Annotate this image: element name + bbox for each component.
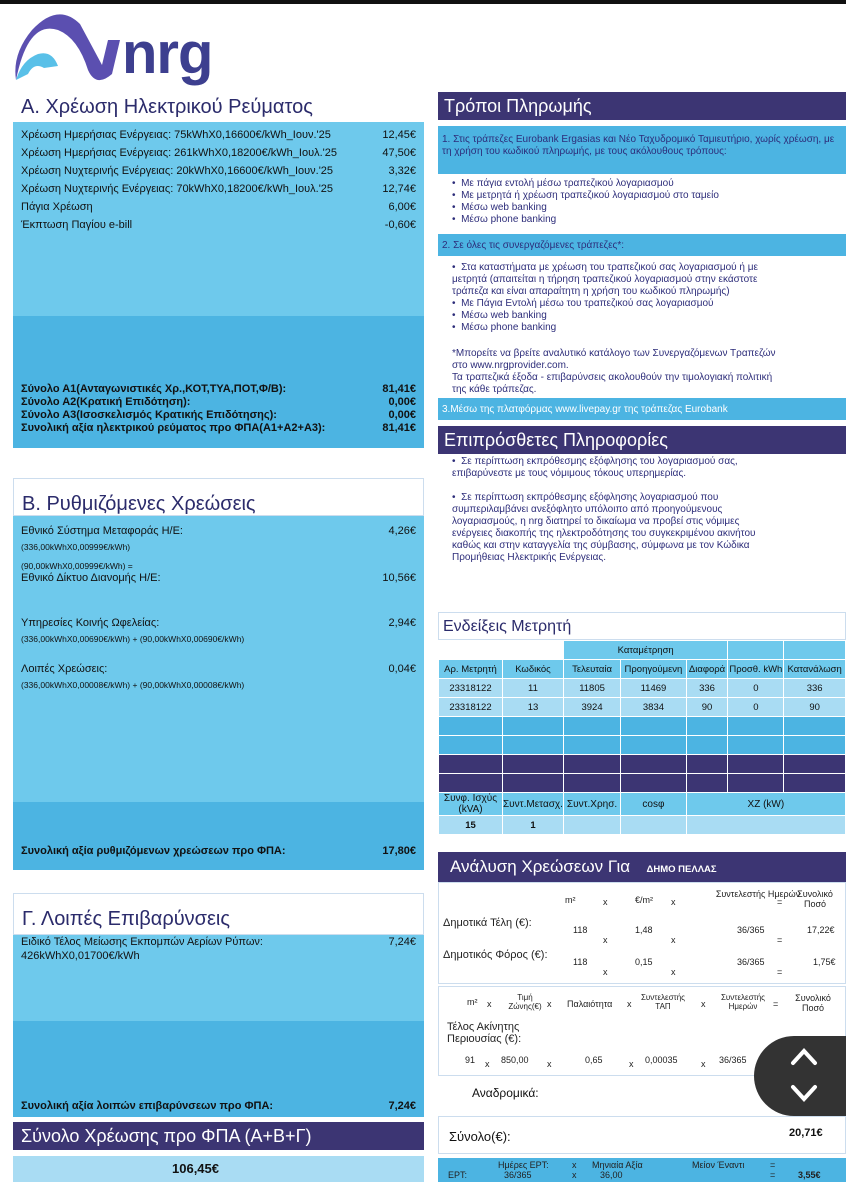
analysis-municipality: ΔΗΜΟ ΠΕΛΛΑΣ: [646, 864, 717, 875]
chevron-down-icon[interactable]: [790, 1084, 818, 1104]
col-header: Προσθ. kWh: [728, 660, 784, 679]
total-line: Σύνολο Α2(Κρατική Επιδότηση): 0,00€: [21, 395, 416, 408]
analysis-header: [438, 852, 846, 882]
total-line: Συνολική αξία λοιπών επιβαρύνσεων προ ΦΠΑ: 7,24€: [21, 1100, 416, 1112]
list-item: • Με Πάγια Εντολή μέσω του τραπεζικού σας λογαριασμού: [452, 298, 714, 309]
section-b-title: Β. Ρυθμιζόμενες Χρεώσεις: [22, 493, 256, 515]
table-row: 15 1: [439, 816, 846, 835]
col-header: Συντ.Μετασχ.: [503, 793, 564, 816]
analysis-title: Ανάλυση Χρεώσεων Για: [450, 857, 631, 876]
payment-b1-box: [438, 174, 846, 230]
grand-total-box: [13, 1156, 424, 1182]
total-line: Συνολική αξία ηλεκτρικού ρεύματος προ ΦΠΑ(Α1+Α2+Α3): 81,41€: [21, 421, 416, 434]
col-header: Συνφ. Ισχύς (kVA): [439, 793, 503, 816]
section-g-lines: [13, 935, 424, 1021]
payment-p1-box: [438, 126, 846, 174]
ert-box: ΕΡΤ: Ημέρες ΕΡΤ: 36/365 x x Μηνιαία Αξία 36,00 Μείον Έναντι = = 3,55€: [438, 1158, 846, 1182]
line-detail: (336,00kWhX0,00999€/kWh): [21, 542, 131, 552]
info-item-2: • Σε περίπτωση εκπρόθεσμης εξόφλησης λογαριασμού που συμπεριλαμβάνει ανεξόφλητο υπόλοιπο από προηγούμενους λογαριασμούς, η nrg διατηρεί το δικαίωμα να προβεί στις νόμιμες ενέργειες διακοπής της ηλεκτροδότησης του συγκεκριμένου ακινήτου καθώς και στην καταγγελία της σύμβασης, σύμφωνα με τον Κώδικα Προμήθειας Ηλεκτρικής Ενέργειας.: [452, 492, 756, 563]
section-a-totals: [13, 316, 424, 448]
payment-p1: 1. Στις τράπεζες Eurobank Ergasias και Νέο Ταχυδρομικό Ταμιευτήριο, χωρίς χρέωση, με τη χρήση του κωδικού πληρωμής, με τους ακόλουθους τρόπους:: [442, 134, 835, 157]
section-b-lines: [13, 516, 424, 802]
info-title: Επιπρόσθετες Πληροφορίες: [444, 430, 668, 450]
retro-box: Αναδρομικά:: [438, 1076, 846, 1112]
brand-name: nrg: [122, 21, 213, 86]
info-header: [438, 426, 846, 454]
col-header: Αρ. Μετρητή: [439, 660, 503, 679]
col-header: Διαφορά: [686, 660, 728, 679]
list-item: • Με πάγια εντολή μέσω τραπεζικού λογαριασμού: [452, 178, 674, 189]
scroll-control[interactable]: [754, 1036, 846, 1116]
line-detail: (336,00kWhX0,00690€/kWh) + (90,00kWhX0,00690€/kWh): [21, 634, 245, 644]
section-g-header: [13, 893, 424, 935]
line-item: Χρέωση Ημερήσιας Ενέργειας: 261kWhX0,18200€/kWh_Ιουλ.'25 47,50€: [21, 147, 416, 159]
sum-box: Σύνολο(€): 20,71€: [438, 1116, 846, 1154]
table-row: 23318122 11 11805 11469 336 0 336: [439, 679, 846, 698]
line-item: Υπηρεσίες Κοινής Ωφελείας: 2,94€: [21, 617, 416, 629]
col-header: Συντ.Χρησ.: [563, 793, 620, 816]
payment-p2: 2. Σε όλες τις συνεργαζόμενες τράπεζες*:: [442, 240, 625, 251]
grand-total-title: Σύνολο Χρέωσης προ ΦΠΑ (Α+Β+Γ): [21, 1126, 312, 1146]
col-header: Κατανάλωση: [784, 660, 846, 679]
grand-total-value: 106,45€: [172, 1161, 219, 1176]
line-item: Πάγια Χρέωση 6,00€: [21, 201, 416, 213]
total-line: Σύνολο Α3(Ισοσκελισμός Κρατικής Επιδότησης): 0,00€: [21, 408, 416, 421]
list-item: • Μέσω phone banking: [452, 322, 557, 333]
section-b-totals: [13, 802, 424, 870]
line-detail: (90,00kWhX0,00999€/kWh) =: [21, 561, 133, 571]
col-header: Κωδικός: [503, 660, 564, 679]
list-item: • Στα καταστήματα με χρέωση του τραπεζικού σας λογαριασμού ή με μετρητά (απαιτείται η τήρηση τραπεζικού λογαριασμού στην εκάστοτε τράπεζα και είναι απαραίτητη η χρήση του κωδικού πληρωμής): [452, 262, 758, 297]
meter-header: [438, 612, 846, 640]
chevron-up-icon[interactable]: [790, 1046, 818, 1066]
info-item-1: • Σε περίπτωση εκπρόθεσμης εξόφλησης του λογαριασμού σας, επιβαρύνεστε με τους νόμιμους τόκους υπερημερίας.: [452, 456, 738, 479]
list-item: • Μέσω phone banking: [452, 214, 557, 225]
line-item: Ειδικό Τέλος Μείωσης Εκπομπών Αερίων Ρύπων: 7,24€: [21, 936, 416, 948]
property-tax-box: m² x Τιμή Ζώνης(€) x Παλαιότητα x Συντελεστής ΤΑΠ x Συντελεστής Ημερών = Συνολικό Ποσό Τέλος Ακίνητης Περιουσίας (€): 91 x 850,00 x 0,65 x 0,00035 x 36/365: [438, 986, 846, 1076]
list-item: • Μέσω web banking: [452, 310, 547, 321]
line-detail: 426kWhX0,01700€/kWh: [21, 950, 140, 962]
payment-p3-box: [438, 398, 846, 420]
section-g-totals: [13, 1021, 424, 1117]
line-item: Εθνικό Δίκτυο Διανομής Η/Ε: 10,56€: [21, 572, 416, 584]
top-border: [0, 0, 846, 4]
total-line: Σύνολο Α1(Ανταγωνιστικές Χρ.,ΚΟΤ,ΤΥΑ,ΠΟΤ,Φ/Β): 81,41€: [21, 382, 416, 395]
payment-header: [438, 92, 846, 120]
info-body: [438, 454, 846, 574]
payment-b2-list: [438, 298, 846, 334]
line-item: Έκπτωση Παγίου e-bill -0,60€: [21, 219, 416, 231]
line-item: Εθνικό Σύστημα Μεταφοράς Η/Ε: 4,26€: [21, 525, 416, 537]
list-item: • Με μετρητά ή χρέωση τραπεζικού λογαριασμού στο ταμείο: [452, 190, 719, 201]
table-row: [439, 755, 846, 774]
table-row: [439, 717, 846, 736]
meter-table-wrap: [438, 640, 846, 835]
grand-total-header: [13, 1122, 424, 1150]
table-row: [439, 774, 846, 793]
line-item: Λοιπές Χρεώσεις: 0,04€: [21, 663, 416, 675]
payment-title: Τρόποι Πληρωμής: [444, 96, 592, 116]
payment-p3: 3.Μέσω της πλατφόρμας www.livepay.gr της τράπεζας Eurobank: [442, 404, 728, 415]
section-b-header: [13, 478, 424, 516]
col-header: cosφ: [621, 793, 687, 816]
payment-note-1: *Μπορείτε να βρείτε αναλυτικό κατάλογο των Συνεργαζόμενων Τραπεζών στο www.nrgprovider.com.: [452, 348, 776, 371]
meter-title: Ενδείξεις Μετρητή: [443, 618, 572, 635]
line-item: Χρέωση Νυχτερινής Ενέργειας: 70kWhX0,18200€/kWh_Ιουλ.'25 12,74€: [21, 183, 416, 195]
section-a-lines: [13, 122, 424, 316]
section-a-title: Α. Χρέωση Ηλεκτρικού Ρεύματος: [21, 96, 313, 118]
line-detail: (336,00kWhX0,00008€/kWh) + (90,00kWhX0,00008€/kWh): [21, 680, 245, 690]
col-header: ΧΖ (kW): [686, 793, 845, 816]
meter-group-header: Καταμέτρηση: [563, 641, 727, 660]
col-header: Προηγούμενη: [621, 660, 687, 679]
table-row: 23318122 13 3924 3834 90 0 90: [439, 698, 846, 717]
section-a-header: [13, 92, 424, 122]
municipal-fees-box: m² x €/m² x Συντελεστής Ημερών = Συνολικό Ποσό Δημοτικά Τέλη (€): 118 x 1,48 x 36/365 = 17,22€ Δημοτικός Φόρος (€): 118 x 0,15 x 36/365 = 1,75€: [438, 882, 846, 984]
list-item: • Μέσω web banking: [452, 202, 547, 213]
table-row: [439, 736, 846, 755]
line-item: Χρέωση Νυχτερινής Ενέργειας: 20kWhX0,16600€/kWh_Ιουν.'25 3,32€: [21, 165, 416, 177]
section-g-title: Γ. Λοιπές Επιβαρύνσεις: [22, 908, 230, 930]
payment-b2-box: [438, 256, 846, 396]
col-header: Τελευταία: [563, 660, 620, 679]
meter-table: [438, 640, 846, 835]
payment-p2-box: [438, 234, 846, 256]
total-line: Συνολική αξία ρυθμιζόμενων χρεώσεων προ ΦΠΑ: 17,80€: [21, 845, 416, 857]
payment-note-2: Τα τραπεζικά έξοδα - επιβαρύνσεις ακολουθούν την τιμολογιακή πολιτική της κάθε τράπεζας.: [452, 372, 773, 395]
payment-b1-list: [438, 174, 846, 226]
line-item: Χρέωση Ημερήσιας Ενέργειας: 75kWhX0,16600€/kWh_Ιουν.'25 12,45€: [21, 129, 416, 141]
